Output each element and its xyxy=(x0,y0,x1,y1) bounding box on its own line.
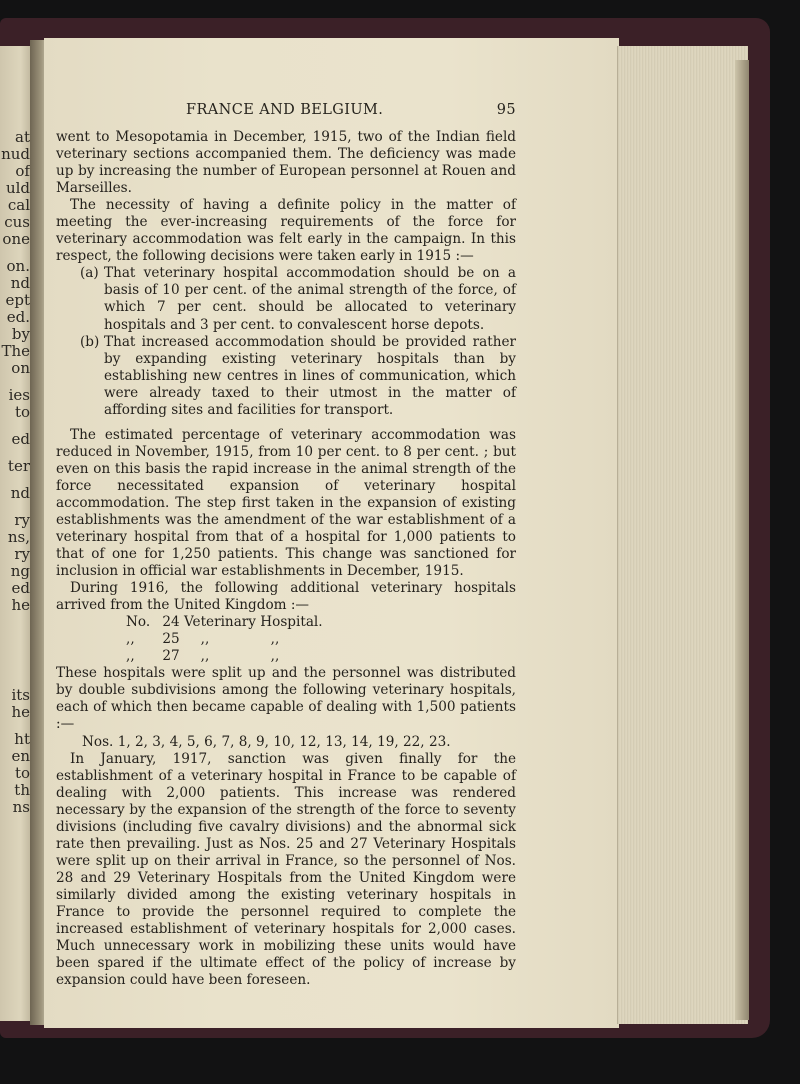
paragraph: In January, 1917, sanction was given finally for the establishment of a veterinary hospital in France to be capable of dealing with 2,000 patients. This increase was rendered necessary by the expansion of the strength of the force to seventy divisions (including five cavalry divisions) and the abnormal sick rate then prevailing. Just as Nos. 25 and 27 Veterinary Hospitals were split up on their arrival in France, so the personnel of Nos. 28 and 29 Veterinary Hospitals from the United Kingdom were similarly divided among the existing veterinary hospitals in France to provide the personnel required to complete the increased establishment of veterinary hospitals for 2,000 cases. Much unnecessary work in mobilizing these units would have been spared if the ultimate effect of the policy of increase by expansion could have been foreseen. xyxy=(56,750,516,989)
left-page-fragment: ry xyxy=(14,545,30,563)
page-block-edge xyxy=(617,46,748,1024)
running-title: FRANCE AND BELGIUM. xyxy=(186,102,384,118)
body-text xyxy=(56,129,516,989)
left-page-fragment: nd xyxy=(10,274,30,292)
left-page-fragment: nd xyxy=(10,484,30,502)
left-page-fragment: to xyxy=(14,764,30,782)
left-page-fragment: The xyxy=(1,342,30,360)
left-page-fragment: of xyxy=(15,162,30,180)
left-page-fragment: ed xyxy=(11,430,30,448)
left-page-fragment: ht xyxy=(14,730,30,748)
ditto-mark: ,, xyxy=(200,648,210,665)
left-page-fragment: ry xyxy=(14,511,30,529)
left-page-fragment: uld xyxy=(5,179,30,197)
left-page-fragment: th xyxy=(14,781,30,799)
left-page-fragment: ng xyxy=(10,562,30,580)
paragraph: These hospitals were split up and the personnel was distributed by double subdivisions among the following veterinary hospitals, each of which then became capable of dealing with 1,500 patients :— xyxy=(56,665,516,733)
left-page-fragment: on xyxy=(11,359,30,377)
hospital-number: 27 xyxy=(162,648,180,665)
left-page-fragment: cal xyxy=(7,196,30,214)
paragraph: The estimated percentage of veterinary accommodation was reduced in November, 1915, from 10 per cent. to 8 per cent. ; but even on this basis the rapid increase in the animal strength of the force necessitated expansion of veterinary hospital accommodation. The step first taken in the expansion of existing establishments was the amendment of the war establishment of a veterinary hospital from that of a hospital for 1,000 patients to that of one for 1,250 patients. This change was sanctioned for inclusion in official war establishments in December, 1915. xyxy=(56,426,516,580)
ditto-mark: ,, xyxy=(270,648,280,665)
hospital-name: Veterinary Hospital. xyxy=(183,614,323,631)
hospital-number: 25 xyxy=(162,631,180,648)
item-label: (b) xyxy=(80,333,100,350)
item-label: (a) xyxy=(80,265,99,282)
hospital-prefix: ,, xyxy=(126,648,135,665)
left-page-fragment: nud xyxy=(1,145,30,163)
hospital-list xyxy=(56,614,516,665)
ditto-mark: ,, xyxy=(200,631,210,648)
left-page-fragment: ns, xyxy=(7,528,30,546)
left-page-fragment: he xyxy=(11,596,30,614)
left-page-fragment: on. xyxy=(6,257,30,275)
left-page-fragment: en xyxy=(11,747,30,765)
list-item xyxy=(126,648,516,665)
hospital-prefix: No. xyxy=(126,614,151,631)
left-page-fragment: ed. xyxy=(6,308,30,326)
page-block-shadow xyxy=(735,60,749,1020)
left-page-fragment: its xyxy=(11,686,30,704)
left-page-fragment: ept xyxy=(5,291,30,309)
paragraph: The necessity of having a definite policy in the matter of meeting the ever-increasing requirements of the force for veterinary accommodation was felt early in the campaign. In this respect, the following decisions were taken early in 1915 :— xyxy=(56,197,516,265)
page-number: 95 xyxy=(496,102,516,118)
hospital-prefix: ,, xyxy=(126,631,135,648)
left-page-edge xyxy=(0,46,34,1021)
paragraph: During 1916, the following additional veterinary hospitals arrived from the United Kingdom :— xyxy=(56,580,516,614)
left-page-fragment: he xyxy=(11,703,30,721)
hospital-number: 24 xyxy=(162,614,180,631)
ditto-mark: ,, xyxy=(270,631,280,648)
left-page-fragment: by xyxy=(11,325,30,343)
left-page-fragment: ns xyxy=(12,798,30,816)
decision-item xyxy=(56,334,516,419)
left-page-fragment: ter xyxy=(7,457,30,475)
left-page-fragment: one xyxy=(2,230,30,248)
left-page-fragment: to xyxy=(14,403,30,421)
left-page-fragment: cus xyxy=(4,213,30,231)
item-text: That increased accommodation should be provided rather by expanding existing veterinary hospitals than by establishing new centres in lines of communication, which were already taxed to their utmost in the matter of affording sites and facilities for transport. xyxy=(104,333,516,418)
item-text: That veterinary hospital accommodation should be on a basis of 10 per cent. of the animal strength of the force, of which 7 per cent. should be allocated to veterinary hospitals and 3 per cent. to convalescent horse depots. xyxy=(104,265,516,333)
left-page-fragment: ies xyxy=(8,386,30,404)
left-page-fragment: ed xyxy=(11,579,30,597)
list-item xyxy=(126,614,516,631)
decision-item xyxy=(56,265,516,333)
hospital-numbers: Nos. 1, 2, 3, 4, 5, 6, 7, 8, 9, 10, 12, 13, 14, 19, 22, 23. xyxy=(82,733,451,750)
running-head xyxy=(56,102,516,120)
paragraph: went to Mesopotamia in December, 1915, two of the Indian field veterinary sections accompanied them. The deficiency was made up by increasing the number of European personnel at Rouen and Marseilles. xyxy=(56,129,516,197)
list-item xyxy=(126,631,516,648)
left-page-fragment: at xyxy=(15,128,30,146)
